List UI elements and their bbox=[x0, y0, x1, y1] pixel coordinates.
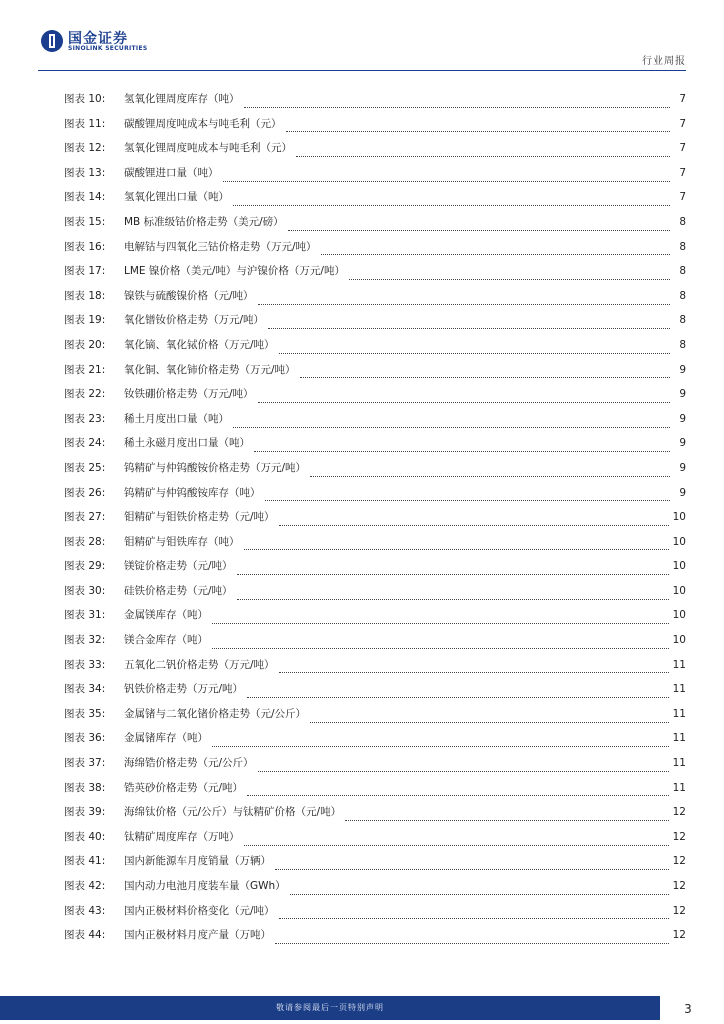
toc-figure-label: 图表 29: bbox=[64, 560, 106, 573]
toc-dot-leader bbox=[310, 474, 670, 477]
toc-dot-leader bbox=[349, 277, 670, 280]
toc-figure-label: 图表 12: bbox=[64, 142, 106, 155]
toc-figure-title: 钼精矿与钼铁价格走势（元/吨） bbox=[124, 511, 275, 524]
toc-figure-title: 锆英砂价格走势（元/吨） bbox=[124, 781, 244, 794]
toc-dot-leader bbox=[275, 867, 669, 870]
toc-figure-label: 图表 17: bbox=[64, 265, 106, 278]
toc-figure-title: 金属锗库存（吨） bbox=[124, 732, 208, 745]
toc-dot-leader bbox=[275, 941, 669, 944]
toc-figure-title: 国内正极材料价格变化（元/吨） bbox=[124, 904, 275, 917]
toc-figure-title: 金属镁库存（吨） bbox=[124, 609, 208, 622]
toc-page-number: 10 bbox=[672, 560, 686, 573]
toc-figure-label: 图表 15: bbox=[64, 215, 106, 228]
toc-item[interactable] bbox=[64, 239, 686, 264]
toc-figure-label: 图表 38: bbox=[64, 781, 106, 794]
toc-page-number: 11 bbox=[672, 683, 686, 696]
toc-figure-title: 钨精矿与仲钨酸铵库存（吨） bbox=[124, 486, 261, 499]
toc-page-number: 10 bbox=[672, 535, 686, 548]
toc-figure-label: 图表 23: bbox=[64, 412, 106, 425]
toc-page-number: 9 bbox=[679, 461, 686, 474]
toc-figure-label: 图表 33: bbox=[64, 658, 106, 671]
toc-page-number: 10 bbox=[672, 511, 686, 524]
toc-figure-label: 图表 27: bbox=[64, 511, 106, 524]
toc-page-number: 8 bbox=[679, 289, 686, 302]
toc-figure-label: 图表 20: bbox=[64, 338, 106, 351]
toc-dot-leader bbox=[223, 179, 671, 182]
toc-dot-leader bbox=[265, 498, 671, 501]
toc-dot-leader bbox=[279, 523, 669, 526]
toc-figure-title: 稀土永磁月度出口量（吨） bbox=[124, 437, 250, 450]
toc-page-number: 7 bbox=[679, 93, 686, 105]
toc-figure-title: LME 镍价格（美元/吨）与沪镍价格（万元/吨） bbox=[124, 265, 345, 278]
toc-dot-leader bbox=[233, 425, 670, 428]
toc-dot-leader bbox=[258, 769, 669, 772]
toc-figure-label: 图表 42: bbox=[64, 880, 106, 892]
toc-page-number: 7 bbox=[679, 191, 686, 204]
toc-item[interactable] bbox=[64, 558, 686, 583]
toc-figure-label: 图表 26: bbox=[64, 486, 106, 499]
toc-page-number: 12 bbox=[672, 806, 686, 819]
page-footer bbox=[0, 996, 724, 1024]
toc-item[interactable] bbox=[64, 460, 686, 485]
toc-dot-leader bbox=[288, 228, 670, 231]
toc-item[interactable] bbox=[64, 632, 686, 657]
toc-page-number: 8 bbox=[679, 265, 686, 278]
toc-item[interactable] bbox=[64, 681, 686, 706]
toc-dot-leader bbox=[290, 892, 669, 895]
toc-dot-leader bbox=[310, 720, 669, 723]
toc-dot-leader bbox=[345, 818, 669, 821]
toc-page-number: 12 bbox=[672, 904, 686, 917]
toc-figure-label: 图表 44: bbox=[64, 929, 106, 942]
toc-item[interactable] bbox=[64, 288, 686, 313]
toc-figure-label: 图表 35: bbox=[64, 707, 106, 720]
toc-dot-leader bbox=[212, 744, 669, 747]
sinolink-logo-icon bbox=[40, 29, 64, 53]
toc-item[interactable] bbox=[64, 411, 686, 436]
toc-dot-leader bbox=[300, 375, 670, 378]
toc-figure-title: 国内新能源车月度销量（万辆） bbox=[124, 855, 271, 868]
toc-page-number: 7 bbox=[679, 117, 686, 130]
page-header bbox=[0, 0, 724, 72]
toc-figure-label: 图表 30: bbox=[64, 584, 106, 597]
toc-dot-leader bbox=[279, 351, 670, 354]
toc-item[interactable] bbox=[64, 263, 686, 288]
toc-figure-title: 五氧化二钒价格走势（万元/吨） bbox=[124, 658, 275, 671]
toc-figure-title: 海绵锆价格走势（元/公斤） bbox=[124, 757, 254, 770]
toc-page-number: 8 bbox=[679, 314, 686, 327]
toc-page-number: 11 bbox=[672, 757, 686, 770]
toc-dot-leader bbox=[247, 793, 669, 796]
table-of-figures bbox=[64, 91, 686, 952]
toc-figure-title: 氢氧化锂出口量（吨） bbox=[124, 191, 229, 204]
toc-figure-title: 氧化镝、氧化铽价格（万元/吨） bbox=[124, 338, 275, 351]
toc-figure-label: 图表 43: bbox=[64, 904, 106, 917]
toc-figure-label: 图表 21: bbox=[64, 363, 106, 376]
toc-figure-title: 钛精矿周度库存（万吨） bbox=[124, 830, 240, 843]
toc-dot-leader bbox=[321, 252, 670, 255]
toc-figure-label: 图表 34: bbox=[64, 683, 106, 696]
logo-english-name: SINOLINK SECURITIES bbox=[68, 45, 148, 52]
toc-dot-leader bbox=[244, 105, 671, 108]
toc-page-number: 9 bbox=[679, 412, 686, 425]
toc-dot-leader bbox=[244, 843, 669, 846]
toc-figure-title: 镁合金库存（吨） bbox=[124, 634, 208, 647]
toc-dot-leader bbox=[279, 916, 669, 919]
toc-figure-title: 镁锭价格走势（元/吨） bbox=[124, 560, 233, 573]
toc-dot-leader bbox=[237, 597, 669, 600]
toc-page-number: 11 bbox=[672, 781, 686, 794]
footer-disclaimer: 敬请参阅最后一页特别声明 bbox=[276, 1003, 384, 1012]
toc-dot-leader bbox=[296, 154, 670, 157]
toc-figure-label: 图表 16: bbox=[64, 240, 106, 253]
toc-page-number: 10 bbox=[672, 609, 686, 622]
toc-item[interactable] bbox=[64, 337, 686, 362]
toc-item[interactable] bbox=[64, 509, 686, 534]
toc-figure-label: 图表 13: bbox=[64, 166, 106, 179]
toc-figure-label: 图表 39: bbox=[64, 806, 106, 819]
toc-dot-leader bbox=[268, 326, 670, 329]
toc-page-number: 9 bbox=[679, 437, 686, 450]
toc-figure-label: 图表 18: bbox=[64, 289, 106, 302]
toc-page-number: 11 bbox=[672, 707, 686, 720]
toc-figure-title: 钼精矿与钼铁库存（吨） bbox=[124, 535, 240, 548]
toc-item[interactable] bbox=[64, 386, 686, 411]
toc-page-number: 12 bbox=[672, 855, 686, 868]
toc-figure-title: 钕铁硼价格走势（万元/吨） bbox=[124, 388, 254, 401]
toc-figure-label: 图表 11: bbox=[64, 117, 106, 130]
toc-dot-leader bbox=[286, 129, 671, 132]
toc-item[interactable] bbox=[64, 804, 686, 829]
toc-figure-label: 图表 41: bbox=[64, 855, 106, 868]
toc-page-number: 10 bbox=[672, 634, 686, 647]
toc-dot-leader bbox=[244, 547, 669, 550]
toc-dot-leader bbox=[258, 400, 670, 403]
toc-figure-label: 图表 36: bbox=[64, 732, 106, 745]
toc-page-number: 12 bbox=[672, 830, 686, 843]
toc-figure-title: 国内正极材料月度产量（万吨） bbox=[124, 929, 271, 942]
footer-band bbox=[0, 996, 660, 1020]
toc-item[interactable] bbox=[64, 853, 686, 878]
toc-item[interactable] bbox=[64, 780, 686, 805]
toc-page-number: 7 bbox=[679, 166, 686, 179]
toc-figure-title: 氧化镨钕价格走势（万元/吨） bbox=[124, 314, 265, 327]
toc-figure-title: 碳酸锂进口量（吨） bbox=[124, 166, 219, 179]
toc-item[interactable] bbox=[64, 534, 686, 559]
toc-dot-leader bbox=[212, 646, 669, 649]
toc-item[interactable] bbox=[64, 755, 686, 780]
toc-figure-title: 氢氧化锂周度吨成本与吨毛利（元） bbox=[124, 142, 292, 155]
toc-figure-title: 海绵钛价格（元/公斤）与钛精矿价格（元/吨） bbox=[124, 806, 342, 819]
toc-figure-label: 图表 19: bbox=[64, 314, 106, 327]
toc-dot-leader bbox=[258, 302, 670, 305]
toc-item[interactable] bbox=[64, 116, 686, 141]
toc-page-number: 8 bbox=[679, 215, 686, 228]
toc-item[interactable] bbox=[64, 730, 686, 755]
toc-item[interactable] bbox=[64, 140, 686, 165]
toc-figure-title: 氧化铜、氧化铈价格走势（万元/吨） bbox=[124, 363, 296, 376]
toc-page-number: 12 bbox=[672, 880, 686, 892]
toc-page-number: 12 bbox=[672, 929, 686, 942]
toc-item[interactable] bbox=[64, 583, 686, 608]
toc-item[interactable] bbox=[64, 189, 686, 214]
toc-item[interactable] bbox=[64, 657, 686, 682]
toc-figure-title: 氢氧化锂周度库存（吨） bbox=[124, 93, 240, 105]
toc-figure-title: 硅铁价格走势（元/吨） bbox=[124, 584, 233, 597]
toc-page-number: 9 bbox=[679, 388, 686, 401]
toc-page-number: 8 bbox=[679, 240, 686, 253]
page-number: 3 bbox=[684, 1002, 692, 1016]
toc-item[interactable] bbox=[64, 362, 686, 387]
toc-figure-title: 钨精矿与仲钨酸铵价格走势（万元/吨） bbox=[124, 461, 307, 474]
toc-figure-label: 图表 22: bbox=[64, 388, 106, 401]
toc-figure-label: 图表 25: bbox=[64, 461, 106, 474]
toc-figure-title: 碳酸锂周度吨成本与吨毛利（元） bbox=[124, 117, 282, 130]
toc-item[interactable] bbox=[64, 435, 686, 460]
toc-figure-title: 镍铁与硫酸镍价格（元/吨） bbox=[124, 289, 254, 302]
toc-item[interactable] bbox=[64, 706, 686, 731]
toc-item[interactable] bbox=[64, 903, 686, 928]
toc-item[interactable] bbox=[64, 485, 686, 510]
toc-figure-label: 图表 37: bbox=[64, 757, 106, 770]
toc-figure-label: 图表 28: bbox=[64, 535, 106, 548]
toc-figure-title: 金属锗与二氧化锗价格走势（元/公斤） bbox=[124, 707, 307, 720]
toc-figure-title: 国内动力电池月度装车量（GWh） bbox=[124, 880, 286, 892]
toc-page-number: 8 bbox=[679, 338, 686, 351]
toc-figure-title: 电解钴与四氧化三钴价格走势（万元/吨） bbox=[124, 240, 317, 253]
toc-figure-label: 图表 10: bbox=[64, 93, 106, 105]
toc-page-number: 11 bbox=[672, 658, 686, 671]
toc-item[interactable] bbox=[64, 91, 686, 116]
toc-item[interactable] bbox=[64, 214, 686, 239]
toc-item[interactable] bbox=[64, 829, 686, 854]
toc-dot-leader bbox=[247, 695, 669, 698]
toc-figure-label: 图表 31: bbox=[64, 609, 106, 622]
toc-dot-leader bbox=[237, 572, 669, 575]
toc-figure-title: 钒铁价格走势（万元/吨） bbox=[124, 683, 244, 696]
report-type-label: 行业周报 bbox=[642, 56, 686, 67]
toc-figure-label: 图表 32: bbox=[64, 634, 106, 647]
toc-item[interactable] bbox=[64, 927, 686, 952]
toc-item[interactable] bbox=[64, 312, 686, 337]
toc-page-number: 10 bbox=[672, 584, 686, 597]
toc-figure-label: 图表 24: bbox=[64, 437, 106, 450]
toc-dot-leader bbox=[254, 449, 670, 452]
toc-page-number: 11 bbox=[672, 732, 686, 745]
toc-page-number: 7 bbox=[679, 142, 686, 155]
toc-item[interactable] bbox=[64, 607, 686, 632]
toc-dot-leader bbox=[212, 621, 669, 624]
toc-dot-leader bbox=[233, 203, 670, 206]
toc-figure-label: 图表 14: bbox=[64, 191, 106, 204]
toc-page-number: 9 bbox=[679, 363, 686, 376]
header-divider bbox=[38, 70, 686, 71]
toc-item[interactable] bbox=[64, 878, 686, 903]
logo-chinese-name: 国金证券 bbox=[68, 31, 128, 47]
toc-figure-label: 图表 40: bbox=[64, 830, 106, 843]
toc-figure-title: MB 标准级钴价格走势（美元/磅） bbox=[124, 215, 284, 228]
toc-item[interactable] bbox=[64, 165, 686, 190]
toc-figure-title: 稀土月度出口量（吨） bbox=[124, 412, 229, 425]
toc-dot-leader bbox=[279, 670, 669, 673]
toc-page-number: 9 bbox=[679, 486, 686, 499]
